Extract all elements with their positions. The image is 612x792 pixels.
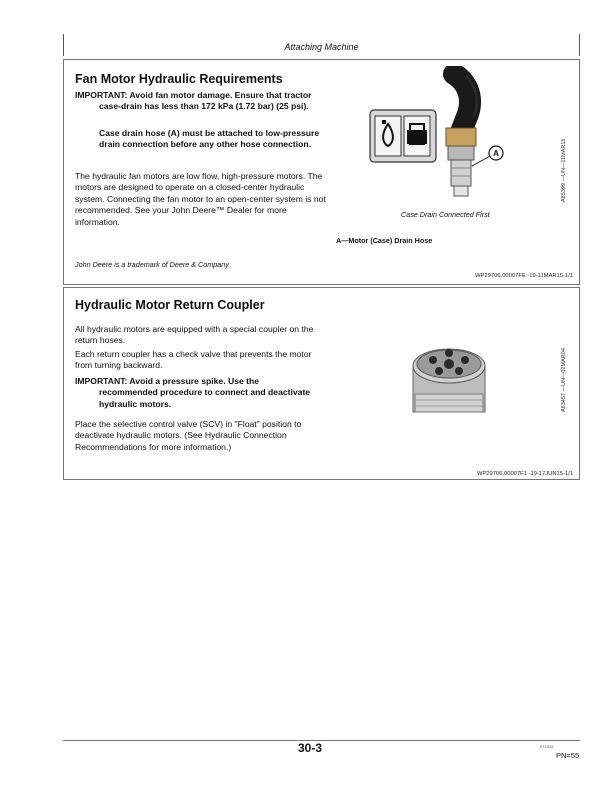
page-number: 30-3 (297, 741, 323, 755)
important-notice: IMPORTANT: Avoid fan motor damage. Ensure that tractor case-drain has less than 172 kPa (1.72 bar) (25 psi). (75, 90, 312, 112)
important-notice: IMPORTANT: Avoid a pressure spike. Use the recommended procedure to connect and deactivate hydraulic motors. (75, 376, 311, 409)
section-return-coupler (63, 287, 580, 480)
reference-code: WP29706,00007FE -19-11MAR15-1/1 (475, 273, 573, 279)
page-header-title: Attaching Machine (284, 42, 359, 52)
figure-caption: Case Drain Connected First (401, 210, 490, 219)
figure-id: A63457 —UN—02MAR04 (561, 348, 567, 412)
reference-code: WP29706,00007F1 -19-17JUN15-1/1 (476, 471, 573, 477)
important-notice-continued: Case drain hose (A) must be attached to low-pressure drain connection before any other hose connection. (99, 128, 320, 150)
pn-number: PN=55 (556, 751, 580, 760)
section-fan-motor-requirements (63, 59, 580, 285)
section-title: Hydraulic Motor Return Coupler (75, 298, 265, 312)
figure-id: A85399 —UN—11MAR15 (561, 138, 567, 202)
callout-label-a: A (493, 149, 499, 158)
body-paragraph: The hydraulic fan motors are low flow, high-pressure motors. The motors are designed to operate on a closed-center hydraulic system. Connecting the fan motor to an open-center system is not recommended. See your John Deere™ Dealer for more information. (75, 171, 326, 227)
section-title: Fan Motor Hydraulic Requirements (75, 72, 283, 86)
figure-legend: A—Motor (Case) Drain Hose (336, 236, 433, 245)
body-paragraph: Place the selective control valve (SCV) in "Float" position to deactivate hydraulic motors. (See Hydraulic Connection Recommendations for more information.) (75, 419, 302, 452)
trademark-footnote: John Deere is a trademark of Deere & Company (75, 260, 229, 269)
case-drain-hose-illustration (366, 66, 516, 211)
print-code: 071315 (540, 744, 554, 749)
return-coupler-illustration (401, 338, 501, 428)
body-paragraph: Each return coupler has a check valve that prevents the motor from turning backward. (75, 349, 312, 371)
body-paragraph: All hydraulic motors are equipped with a special coupler on the return hoses. (75, 324, 314, 346)
